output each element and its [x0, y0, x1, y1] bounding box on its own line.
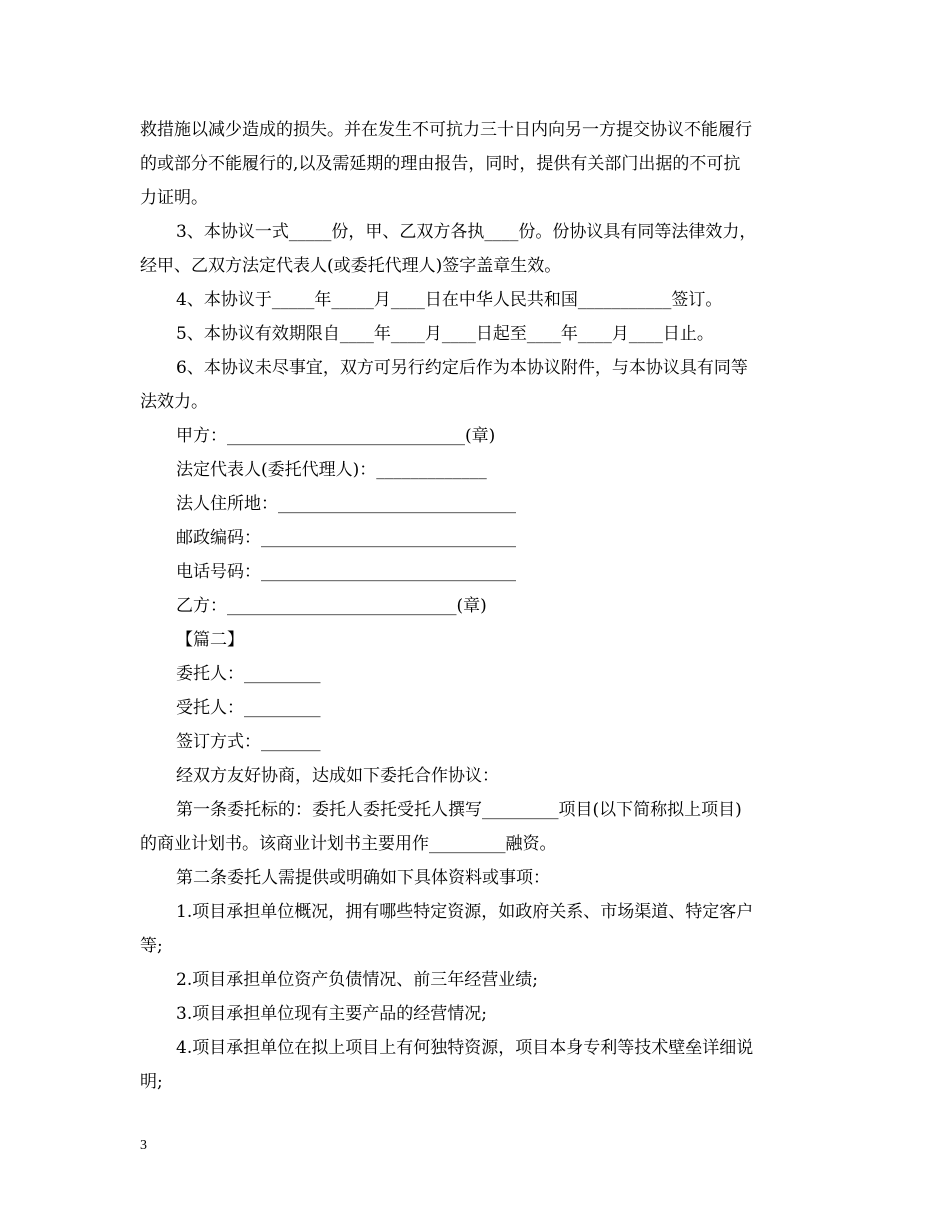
text-line: 委托人：_________ [176, 664, 321, 684]
text-line: 甲方：____________________________(章) [176, 426, 496, 446]
text-line: 救措施以减少造成的损失。并在发生不可抗力三十日内向另一方提交协议不能履行 [140, 120, 752, 140]
text-line: 电话号码：______________________________ [176, 562, 516, 582]
document-body [140, 113, 812, 1099]
text-line: 法定代表人(委托代理人)：_____________ [176, 460, 487, 480]
page-number: 3 [140, 1138, 147, 1153]
text-line: 2.项目承担单位资产负债情况、前三年经营业绩; [176, 970, 538, 990]
text-line: 等; [140, 936, 163, 956]
text-line: 签订方式：_______ [176, 732, 321, 752]
text-line: 第一条委托标的：委托人委托受托人撰写_________项目(以下简称拟上项目) [176, 800, 742, 820]
text-line: 第二条委托人需提供或明确如下具体资料或事项： [176, 868, 550, 888]
text-line: 法效力。 [140, 392, 208, 412]
text-line: 经双方友好协商，达成如下委托合作协议： [176, 766, 499, 786]
text-line: 的商业计划书。该商业计划书主要用作_________融资。 [140, 834, 557, 854]
text-line: 受托人：_________ [176, 698, 321, 718]
text-line: 3.项目承担单位现有主要产品的经营情况; [176, 1004, 487, 1024]
text-line: 的或部分不能履行的,以及需延期的理由报告，同时，提供有关部门出据的不可抗 [140, 154, 741, 174]
text-line: 法人住所地：____________________________ [176, 494, 516, 514]
text-line: 4、本协议于_____年_____月____日在中华人民共和国___________签订。 [176, 290, 723, 310]
text-line: 【篇二】 [176, 630, 244, 650]
text-line: 5、本协议有效期限自____年____月____日起至____年____月____日止。 [176, 324, 714, 344]
text-line: 6、本协议未尽事宜，双方可另行约定后作为本协议附件，与本协议具有同等 [176, 358, 748, 378]
text-line: 4.项目承担单位在拟上项目上有何独特资源，项目本身专利等技术壁垒详细说 [176, 1038, 754, 1058]
text-line: 乙方：___________________________(章) [176, 596, 487, 616]
text-line: 3、本协议一式_____份，甲、乙双方各执____份。份协议具有同等法律效力， [176, 222, 757, 242]
text-line: 1.项目承担单位概况，拥有哪些特定资源，如政府关系、市场渠道、特定客户 [176, 902, 754, 922]
text-line: 邮政编码：______________________________ [176, 528, 516, 548]
text-line: 力证明。 [140, 188, 208, 208]
text-line: 经甲、乙双方法定代表人(或委托代理人)签字盖章生效。 [140, 256, 562, 276]
text-line: 明; [140, 1072, 163, 1092]
